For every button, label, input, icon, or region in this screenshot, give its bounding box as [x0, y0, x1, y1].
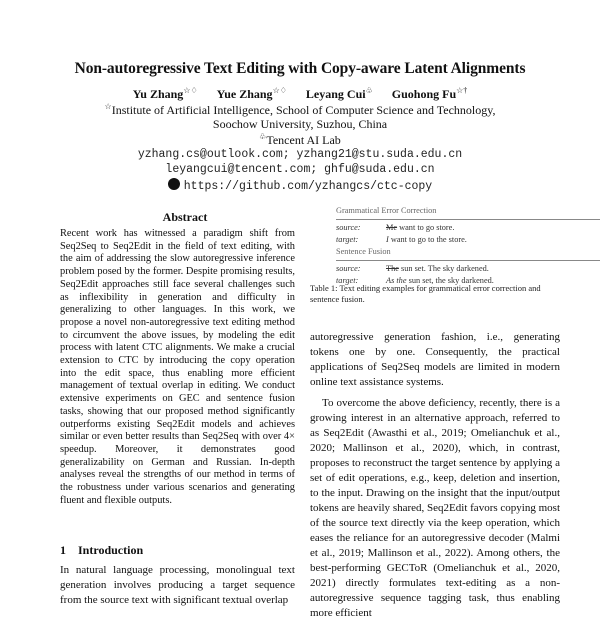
github-icon	[168, 178, 180, 190]
table-caption: Table 1: Text editing examples for grammatical error correction and sentence fusion.	[310, 283, 541, 304]
introduction-text: In natural language processing, monolingual text generation involves producing a target sequence from the source text with significant textual overlap	[60, 564, 295, 606]
author-list	[0, 86, 600, 102]
table-row: target: I want to go to the store.	[336, 235, 467, 244]
affiliation-1-line-1: ☆Institute of Artificial Intelligence, School of Computer Science and Technology,	[104, 102, 496, 117]
author-2: Yue Zhang☆♢	[216, 86, 287, 101]
abstract-heading: Abstract	[162, 210, 208, 224]
table-row: target: As the sun set, the sky darkened.	[336, 276, 494, 285]
table-row: source: Me want to go store.	[336, 223, 455, 232]
author-4: Guohong Fu☆†	[391, 86, 468, 101]
email-line-1: yzhang.cs@outlook.com; yzhang21@stu.suda.edu.cn	[137, 148, 463, 161]
affiliation-2: ♧Tencent AI Lab	[259, 132, 341, 147]
right-column-text	[310, 330, 560, 627]
paragraph: autoregressive generation fashion, i.e., generating tokens one by one. Consequently, the practical applications of Seq2Seq models are limited in modern online text assistance systems.	[310, 331, 560, 388]
paragraph: To overcome the above deficiency, recently, there is a growing interest in an alternative approach, referred to as Seq2Edit (Awasthi et al., 2019; Omelianchuk et al., 2020; Mallinson et al., 2020), which, in contrast, proposes to reconstruct the target sentence by applying a set of edit operations, e.g., keep, deletion and insertion, to the input. Drawing on the insight that the input/output tokens are heavily shared, Seq2Edit favors copying most of the source text directly via the keep operation, which eases the reliance for an autoregressive decoder (Malmi et al., 2019; Mallinson et al., 2022). Among others, the best-performing GECToR (Omelianchuk et al., 2020, 2021) directly formulates text-editing as a non-autoregressive sequence tagging task, thus enabling more efficient	[310, 397, 560, 619]
author-3: Leyang Cui♧	[305, 86, 373, 101]
examples-table	[336, 205, 600, 287]
author-1: Yu Zhang☆♢	[132, 86, 198, 101]
email-line-2: leyangcui@tencent.com; ghfu@suda.edu.cn	[165, 163, 435, 176]
abstract-text: Recent work has witnessed a paradigm shift from Seq2Seq to Seq2Edit in the field of text editing, with the aim of addressing the slow autoregressive inference problem posed by the former. Despite promising results, Seq2Edit approaches still face several challenges such as inflexibility in generation and difficulty in generalizing to other languages. In this work, we propose a novel non-autoregressive text editing method to circumvent the above issues, by modeling the edit process with latent CTC alignments. We make a crucial extension to CTC by introducing the copy operation into the edit space, thus enabling more efficient management of textual overlap in editing. We conduct extensive experiments on GEC and sentence fusion tasks, showing that our proposed method significantly outperforms existing Seq2Edit models and achieves similar or even better results than Seq2Seq with over 4× speedup. Moreover, it demonstrates good generalizability on German and Russian. In-depth analyses reveal the strengths of our method in terms of the robustness under various scenarios and generating fluent and flexible outputs.	[60, 228, 295, 506]
table-group-fusion: Sentence Fusion	[336, 247, 391, 256]
paper-title: Non-autoregressive Text Editing with Copy-aware Latent Alignments	[74, 60, 526, 77]
affiliation-1-line-2: Soochow University, Suzhou, China	[212, 117, 388, 131]
table-group-gec: Grammatical Error Correction	[336, 206, 437, 215]
table-row: source: The sun set. The sky darkened.	[336, 264, 489, 273]
section-heading-introduction: 1 Introduction	[60, 543, 144, 557]
github-link[interactable]: https://github.com/yzhangcs/ctc-copy	[0, 178, 600, 193]
